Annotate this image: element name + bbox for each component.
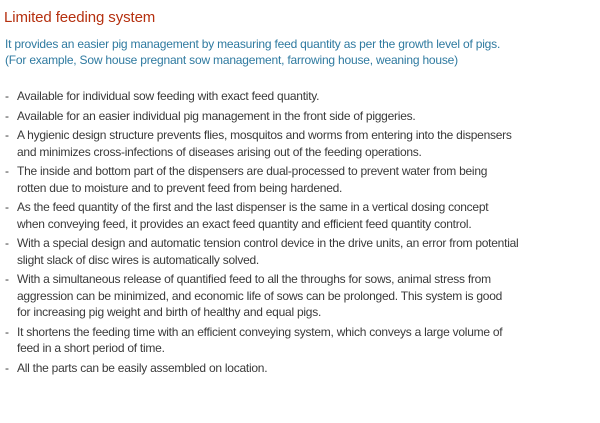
feature-item: [5, 88, 518, 105]
feature-item: [5, 127, 518, 160]
feature-text-line: With a special design and automatic tension control device in the drive units, an error from potential: [17, 236, 519, 250]
feature-text-line: when conveying feed, it provides an exact feed quantity and efficient feed quantity control.: [17, 216, 472, 231]
bullet-dash: -: [5, 128, 9, 142]
feature-text-line: As the feed quantity of the first and the last dispenser is the same in a vertical dosing concept: [17, 200, 489, 214]
feature-item: [5, 324, 518, 357]
intro-line: (For example, Sow house pregnant sow management, farrowing house, weaning house): [5, 53, 458, 67]
feature-text-line: Available for an easier individual pig management in the front side of piggeries.: [17, 108, 416, 123]
feature-text-line: slight slack of disc wires is automatically solved.: [17, 252, 260, 267]
bullet-dash: -: [5, 272, 9, 286]
feature-text-line: It shortens the feeding time with an efficient conveying system, which conveys a large volume of: [17, 324, 503, 339]
feature-item: [5, 108, 518, 125]
feature-text-line: feed in a short period of time.: [17, 341, 165, 355]
feature-item: [5, 163, 518, 196]
feature-item: [5, 271, 518, 321]
feature-text-line: aggression can be minimized, and economic life of sows can be prolonged. This system is good: [17, 288, 503, 303]
feature-text-line: A hygienic design structure prevents flies, mosquitos and worms from entering into the dispensers: [17, 128, 512, 142]
bullet-dash: -: [5, 108, 9, 123]
intro-line: It provides an easier pig management by measuring feed quantity as per the growth level of pigs.: [5, 37, 501, 51]
feature-text-line: Available for individual sow feeding with exact feed quantity.: [17, 89, 320, 103]
feature-text-line: for increasing pig weight and birth of healthy and equal pigs.: [17, 305, 322, 319]
section-title: Limited feeding system: [4, 9, 156, 26]
bullet-dash: -: [5, 200, 9, 214]
intro-paragraph: [5, 36, 500, 68]
bullet-dash: -: [5, 324, 9, 339]
feature-item: [5, 360, 518, 377]
feature-item: [5, 199, 518, 232]
bullet-dash: -: [5, 360, 9, 375]
feature-text-line: rotten due to moisture and to prevent feed from being hardened.: [17, 180, 343, 195]
feature-text-line: and minimizes cross-infections of diseases arising out of the feeding operations.: [17, 144, 422, 159]
feature-list: [5, 88, 518, 379]
feature-text-line: All the parts can be easily assembled on location.: [17, 360, 268, 375]
bullet-dash: -: [5, 89, 9, 103]
bullet-dash: -: [5, 164, 9, 178]
feature-item: [5, 235, 518, 268]
feature-text-line: The inside and bottom part of the dispensers are dual-processed to prevent water from being: [17, 164, 488, 178]
feature-text-line: With a simultaneous release of quantified feed to all the throughs for sows, animal stress from: [17, 272, 491, 286]
bullet-dash: -: [5, 236, 9, 250]
